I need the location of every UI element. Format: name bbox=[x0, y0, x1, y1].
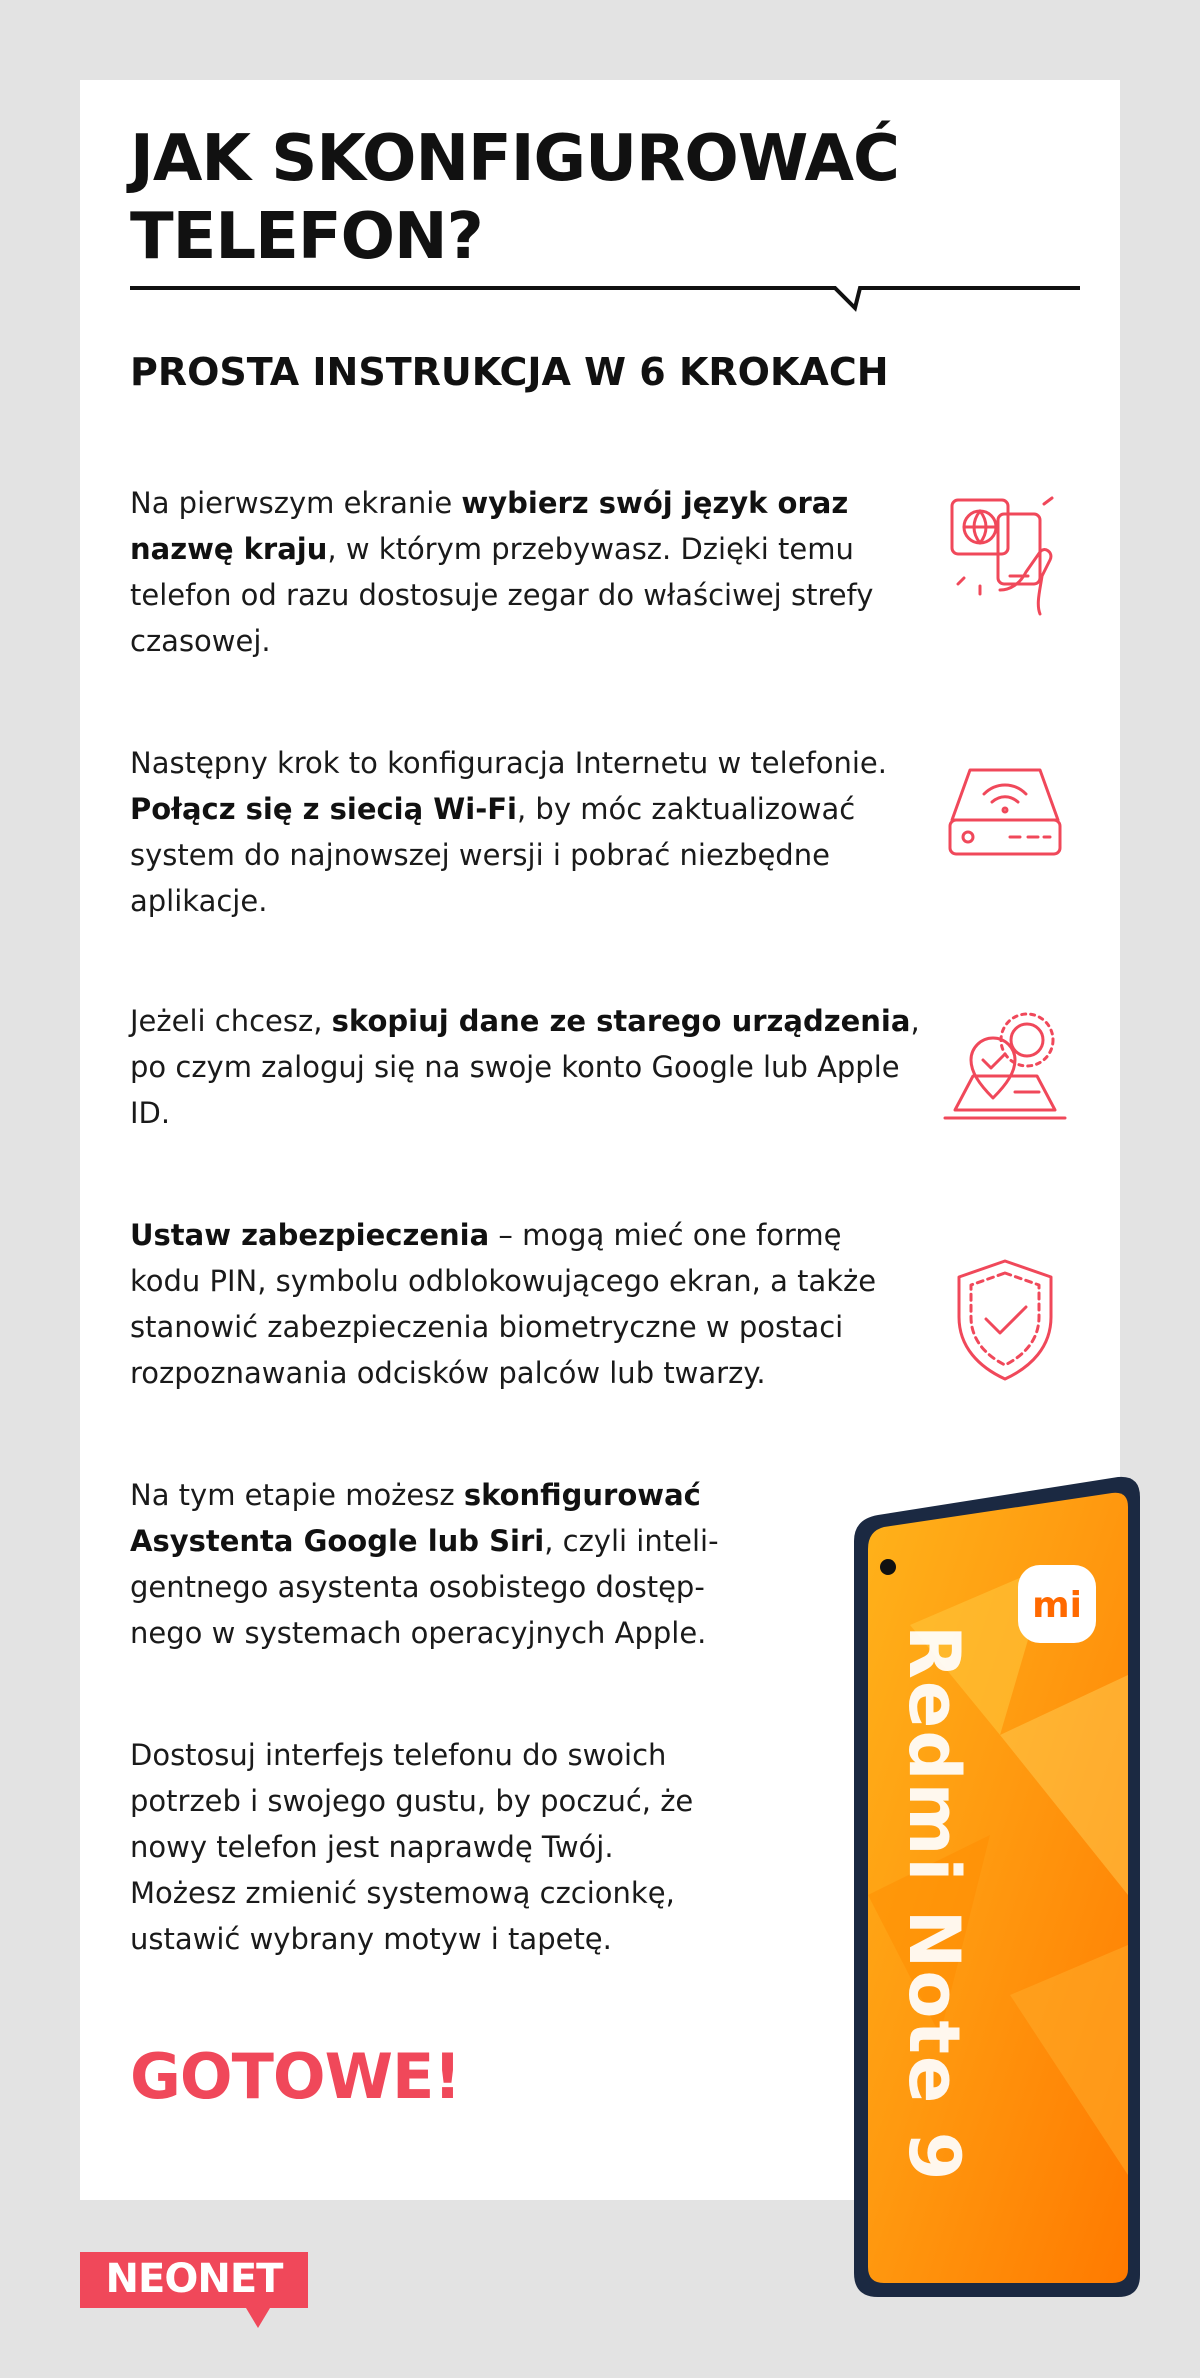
phone-logo: mi bbox=[1032, 1585, 1082, 1626]
step-highlight: Połącz się z siecią Wi-Fi bbox=[130, 792, 517, 826]
step-text: Na tym etapie możesz bbox=[130, 1478, 464, 1512]
phone-model-text: Redmi Note 9 bbox=[893, 1625, 975, 2183]
phone-image bbox=[850, 1475, 1145, 2300]
step-6 bbox=[130, 1732, 710, 1962]
step-5 bbox=[130, 1472, 720, 1656]
title-line-1: JAK SKONFIGUROWAĆ bbox=[130, 122, 899, 196]
step-1 bbox=[130, 480, 920, 664]
step-2 bbox=[130, 740, 920, 924]
step-highlight: skopiuj dane ze starego urządzenia bbox=[331, 1004, 911, 1038]
step-text: , czyli inteli-gentnego asystenta osobistego dostęp-nego w systemach operacyjnych Apple. bbox=[130, 1524, 719, 1650]
globe-phone-hand-icon bbox=[940, 490, 1070, 620]
step-text: Jeżeli chcesz, bbox=[130, 1004, 332, 1038]
neonet-wordmark: NEONET bbox=[105, 2256, 283, 2302]
data-transfer-icon bbox=[935, 1000, 1075, 1140]
step-4 bbox=[130, 1212, 920, 1396]
subtitle: PROSTA INSTRUKCJA W 6 KROKACH bbox=[130, 350, 889, 394]
step-text: Następny krok to konfiguracja Internetu w telefonie. bbox=[130, 746, 887, 780]
page-title bbox=[130, 120, 1090, 276]
step-text: – mogą mieć one formę kodu PIN, symbolu odblokowującego ekran, a także stanowić zabezpieczenia biometryczne w postaci rozpoznawania odcisków palców lub twarzy. bbox=[130, 1218, 877, 1390]
title-line-2: TELEFON? bbox=[130, 200, 483, 274]
done-label: GOTOWE! bbox=[130, 2040, 461, 2113]
step-text: Na pierwszym ekranie bbox=[130, 486, 462, 520]
step-highlight: skonfigurować Asystenta Google lub Siri bbox=[130, 1478, 701, 1558]
step-text: , w którym przebywasz. Dzięki temu telefon od razu dostosuje zegar do właściwej strefy czasowej. bbox=[130, 532, 874, 658]
wifi-router-icon bbox=[940, 750, 1070, 880]
speech-divider bbox=[130, 280, 1080, 320]
step-text: , po czym zaloguj się na swoje konto Google lub Apple ID. bbox=[130, 1004, 920, 1130]
shield-check-icon bbox=[950, 1255, 1060, 1385]
step-text: , by móc zaktualizować system do najnowszej wersji i pobrać niezbędne aplikacje. bbox=[130, 792, 856, 918]
step-highlight: wybierz swój język oraz nazwę kraju bbox=[130, 486, 849, 566]
step-3 bbox=[130, 998, 920, 1136]
step-highlight: Ustaw zabezpieczenia bbox=[130, 1218, 490, 1252]
step-text: Dostosuj interfejs telefonu do swoich potrzeb i swojego gustu, by poczuć, że nowy telefon jest naprawdę Twój. Możesz zmienić systemową czcionkę, ustawić wybrany motyw i tapetę. bbox=[130, 1738, 694, 1956]
